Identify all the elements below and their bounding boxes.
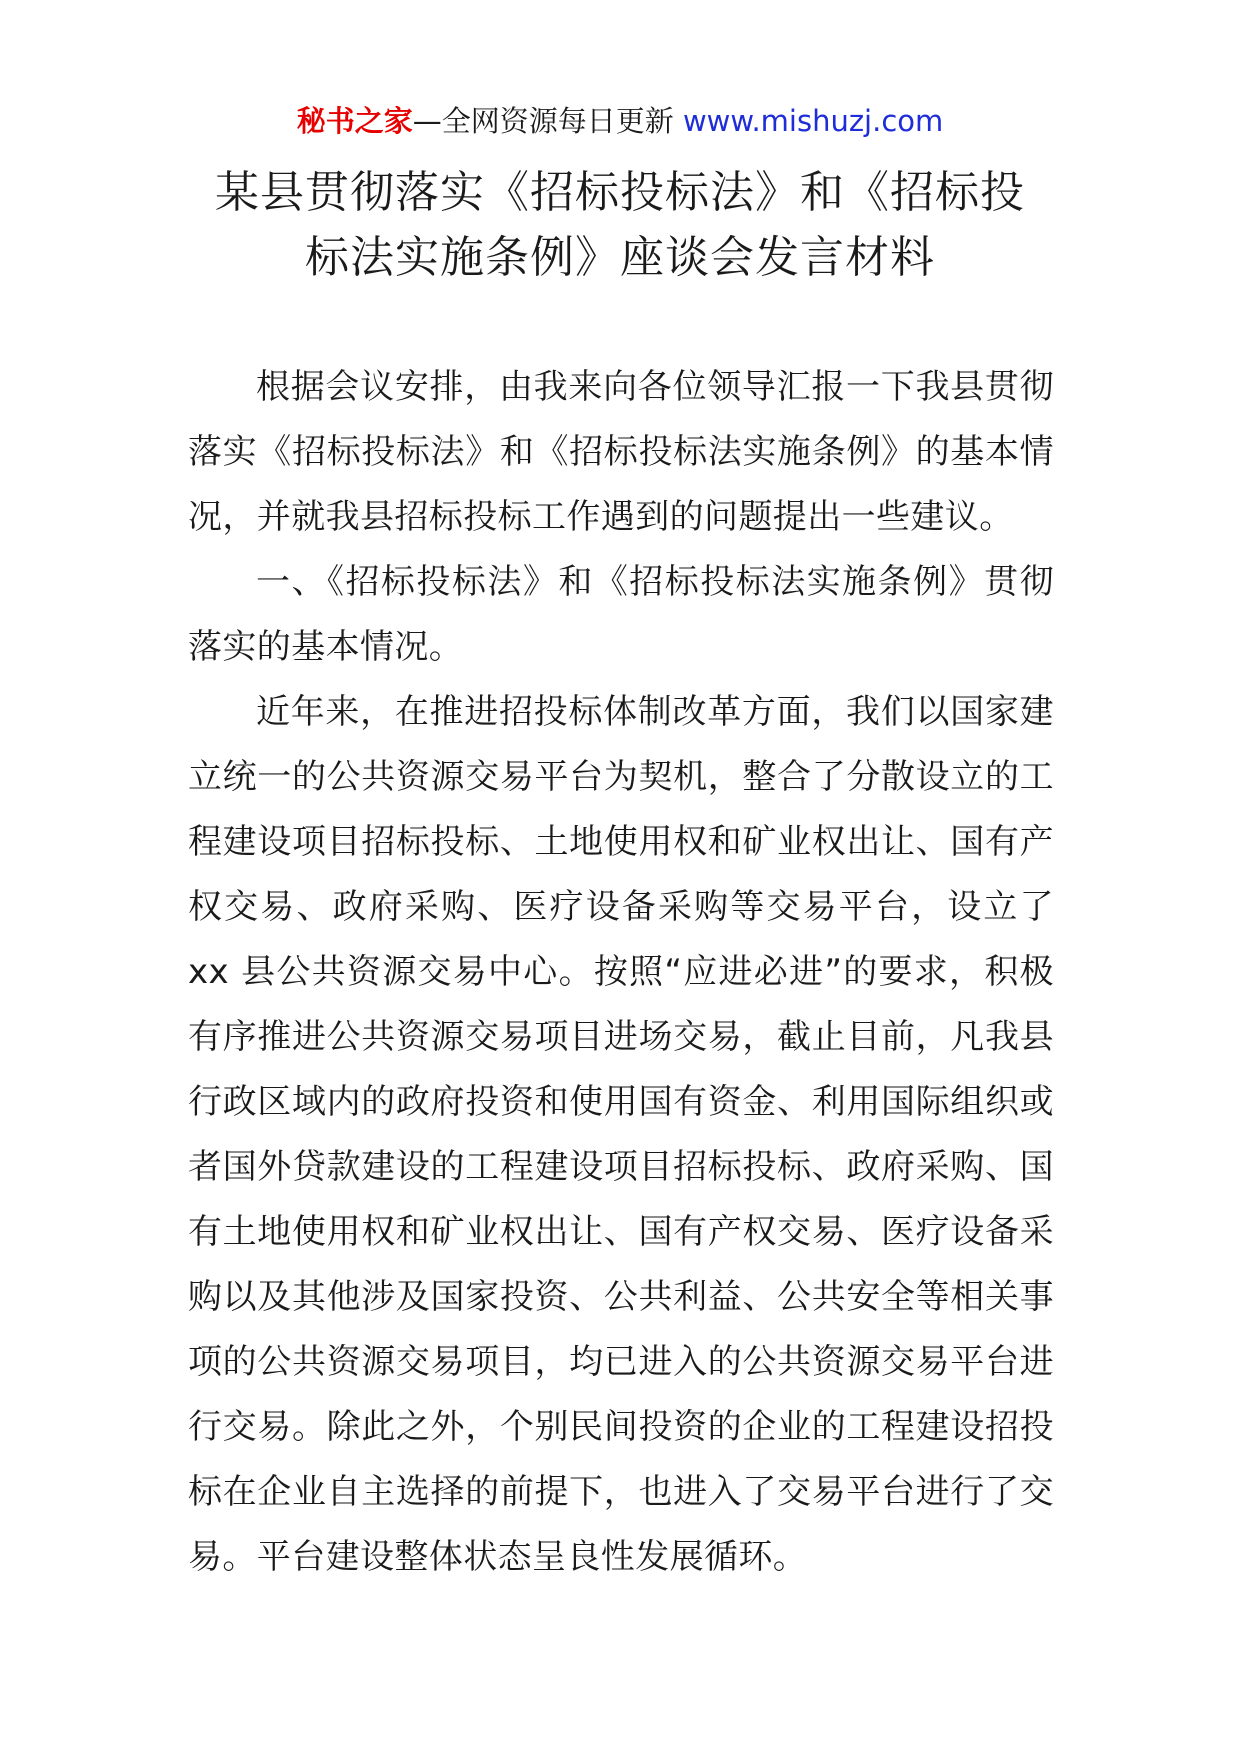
site-banner	[0, 100, 1240, 142]
document-body	[188, 355, 1054, 1590]
site-url-link[interactable]: www.mishuzj.com	[682, 104, 944, 138]
paragraph-platform: 近年来，在推进招投标体制改革方面，我们以国家建立统一的公共资源交易平台为契机，整合了分散设立的工程建设项目招标投标、土地使用权和矿业权出让、国有产权交易、政府采购、医疗设备采购等交易平台，设立了 xx 县公共资源交易中心。按照“应进必进”的要求，积极有序推进公共资源交易项目进场交易，截止目前，凡我县行政区域内的政府投资和使用国有资金、利用国际组织或者国外贷款建设的工程建设项目招标投标、政府采购、国有土地使用权和矿业权出让、国有产权交易、医疗设备采购以及其他涉及国家投资、公共利益、公共安全等相关事项的公共资源交易项目，均已进入的公共资源交易平台进行交易。除此之外，个别民间投资的企业的工程建设招投标在企业自主选择的前提下，也进入了交易平台进行了交易。平台建设整体状态呈良性发展循环。	[188, 692, 1054, 1577]
paragraph-intro: 根据会议安排，由我来向各位领导汇报一下我县贯彻落实《招标投标法》和《招标投标法实施条例》的基本情况，并就我县招标投标工作遇到的问题提出一些建议。	[188, 367, 1054, 537]
document-title	[0, 160, 1240, 290]
section-heading-1: 一、《招标投标法》和《招标投标法实施条例》贯彻落实的基本情况。	[188, 562, 1054, 667]
banner-slogan: —全网资源每日更新	[412, 104, 683, 138]
brand-name: 秘书之家	[296, 104, 413, 138]
title-line-2: 标法实施条例》座谈会发言材料	[305, 232, 935, 283]
title-line-1: 某县贯彻落实《招标投标法》和《招标投	[215, 167, 1025, 218]
